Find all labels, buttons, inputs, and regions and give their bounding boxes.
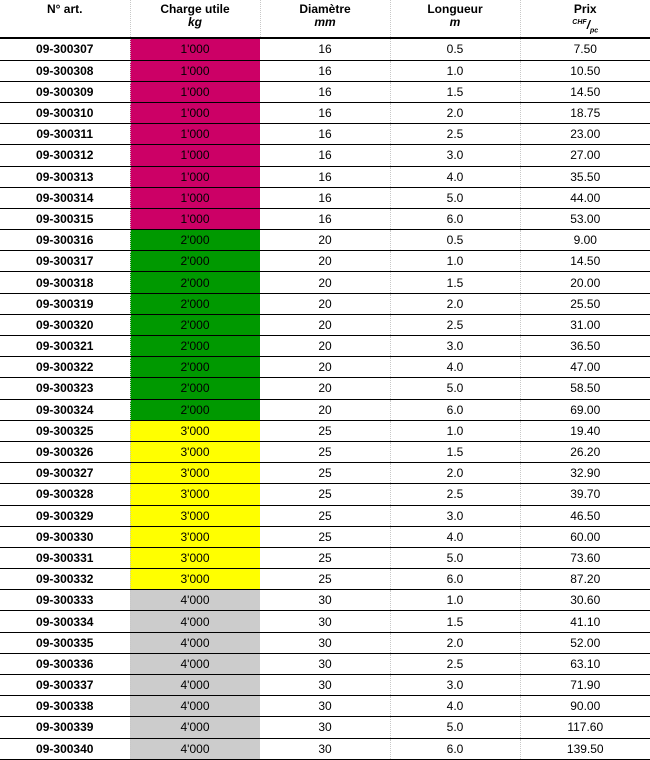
diametre-cell: 30 bbox=[260, 590, 390, 611]
diametre-cell: 25 bbox=[260, 547, 390, 568]
prix-cell: 117.60 bbox=[520, 717, 650, 738]
prix-cell: 14.50 bbox=[520, 81, 650, 102]
longueur-cell: 2.5 bbox=[390, 314, 520, 335]
diametre-cell: 16 bbox=[260, 38, 390, 60]
prix-cell: 26.20 bbox=[520, 441, 650, 462]
art-cell: 09-300316 bbox=[0, 230, 130, 251]
charge-cell: 2'000 bbox=[130, 272, 260, 293]
charge-cell: 1'000 bbox=[130, 187, 260, 208]
longueur-cell: 2.5 bbox=[390, 484, 520, 505]
table-row bbox=[0, 357, 650, 378]
charge-cell: 4'000 bbox=[130, 611, 260, 632]
longueur-cell: 2.0 bbox=[390, 293, 520, 314]
diametre-cell: 25 bbox=[260, 463, 390, 484]
prix-cell: 31.00 bbox=[520, 314, 650, 335]
header-prix-unit-sep: / bbox=[586, 18, 591, 32]
diametre-cell: 16 bbox=[260, 145, 390, 166]
charge-cell: 2'000 bbox=[130, 357, 260, 378]
longueur-cell: 5.0 bbox=[390, 378, 520, 399]
table-row bbox=[0, 378, 650, 399]
art-cell: 09-300335 bbox=[0, 632, 130, 653]
longueur-cell: 3.0 bbox=[390, 505, 520, 526]
prix-cell: 20.00 bbox=[520, 272, 650, 293]
prix-cell: 10.50 bbox=[520, 60, 650, 81]
table-row bbox=[0, 230, 650, 251]
table-body bbox=[0, 38, 650, 759]
diametre-cell: 20 bbox=[260, 357, 390, 378]
diametre-cell: 30 bbox=[260, 632, 390, 653]
art-cell: 09-300313 bbox=[0, 166, 130, 187]
prix-cell: 46.50 bbox=[520, 505, 650, 526]
diametre-cell: 30 bbox=[260, 675, 390, 696]
longueur-cell: 3.0 bbox=[390, 675, 520, 696]
charge-cell: 1'000 bbox=[130, 208, 260, 229]
table-row bbox=[0, 38, 650, 60]
charge-cell: 2'000 bbox=[130, 230, 260, 251]
longueur-cell: 5.0 bbox=[390, 547, 520, 568]
art-cell: 09-300308 bbox=[0, 60, 130, 81]
charge-cell: 3'000 bbox=[130, 547, 260, 568]
prix-cell: 32.90 bbox=[520, 463, 650, 484]
prix-cell: 53.00 bbox=[520, 208, 650, 229]
longueur-cell: 4.0 bbox=[390, 526, 520, 547]
charge-cell: 3'000 bbox=[130, 484, 260, 505]
charge-cell: 1'000 bbox=[130, 124, 260, 145]
table-row bbox=[0, 81, 650, 102]
table-row bbox=[0, 251, 650, 272]
header-row bbox=[0, 0, 650, 38]
table-row bbox=[0, 547, 650, 568]
charge-cell: 3'000 bbox=[130, 420, 260, 441]
charge-cell: 1'000 bbox=[130, 81, 260, 102]
longueur-cell: 4.0 bbox=[390, 696, 520, 717]
charge-cell: 2'000 bbox=[130, 293, 260, 314]
table-row bbox=[0, 675, 650, 696]
charge-cell: 4'000 bbox=[130, 717, 260, 738]
diametre-cell: 20 bbox=[260, 293, 390, 314]
diametre-cell: 20 bbox=[260, 336, 390, 357]
prix-cell: 25.50 bbox=[520, 293, 650, 314]
table-row bbox=[0, 590, 650, 611]
diametre-cell: 20 bbox=[260, 230, 390, 251]
diametre-cell: 16 bbox=[260, 60, 390, 81]
prix-cell: 35.50 bbox=[520, 166, 650, 187]
table-row bbox=[0, 484, 650, 505]
diametre-cell: 16 bbox=[260, 81, 390, 102]
diametre-cell: 16 bbox=[260, 187, 390, 208]
longueur-cell: 6.0 bbox=[390, 399, 520, 420]
table-row bbox=[0, 653, 650, 674]
table-row bbox=[0, 102, 650, 123]
table-row bbox=[0, 611, 650, 632]
art-cell: 09-300320 bbox=[0, 314, 130, 335]
table-row bbox=[0, 420, 650, 441]
header-prix-label: Prix bbox=[573, 2, 597, 16]
longueur-cell: 0.5 bbox=[390, 38, 520, 60]
longueur-cell: 6.0 bbox=[390, 738, 520, 759]
prix-cell: 9.00 bbox=[520, 230, 650, 251]
longueur-cell: 2.0 bbox=[390, 463, 520, 484]
prix-cell: 60.00 bbox=[520, 526, 650, 547]
table-row bbox=[0, 336, 650, 357]
art-cell: 09-300307 bbox=[0, 38, 130, 60]
diametre-cell: 25 bbox=[260, 505, 390, 526]
charge-cell: 1'000 bbox=[130, 60, 260, 81]
diametre-cell: 20 bbox=[260, 399, 390, 420]
art-cell: 09-300340 bbox=[0, 738, 130, 759]
table-row bbox=[0, 505, 650, 526]
longueur-cell: 1.0 bbox=[390, 590, 520, 611]
prix-cell: 7.50 bbox=[520, 38, 650, 60]
prix-cell: 58.50 bbox=[520, 378, 650, 399]
header-prix-unit-top: CHF bbox=[572, 19, 587, 26]
header-longueur-label: Longueur bbox=[427, 2, 483, 16]
prix-cell: 139.50 bbox=[520, 738, 650, 759]
prix-cell: 27.00 bbox=[520, 145, 650, 166]
diametre-cell: 30 bbox=[260, 717, 390, 738]
art-cell: 09-300331 bbox=[0, 547, 130, 568]
prix-cell: 14.50 bbox=[520, 251, 650, 272]
charge-cell: 1'000 bbox=[130, 102, 260, 123]
longueur-cell: 5.0 bbox=[390, 187, 520, 208]
prix-cell: 23.00 bbox=[520, 124, 650, 145]
longueur-cell: 1.5 bbox=[390, 81, 520, 102]
table-row bbox=[0, 526, 650, 547]
longueur-cell: 1.5 bbox=[390, 611, 520, 632]
header-longueur-unit: m bbox=[449, 15, 461, 29]
prix-cell: 41.10 bbox=[520, 611, 650, 632]
art-cell: 09-300318 bbox=[0, 272, 130, 293]
art-cell: 09-300329 bbox=[0, 505, 130, 526]
diametre-cell: 25 bbox=[260, 484, 390, 505]
prix-cell: 47.00 bbox=[520, 357, 650, 378]
table-row bbox=[0, 717, 650, 738]
charge-cell: 1'000 bbox=[130, 166, 260, 187]
charge-cell: 2'000 bbox=[130, 336, 260, 357]
art-cell: 09-300336 bbox=[0, 653, 130, 674]
table-row bbox=[0, 399, 650, 420]
prix-cell: 18.75 bbox=[520, 102, 650, 123]
header-diametre bbox=[260, 0, 390, 38]
diametre-cell: 20 bbox=[260, 314, 390, 335]
table-row bbox=[0, 208, 650, 229]
longueur-cell: 4.0 bbox=[390, 357, 520, 378]
header-prix-unit bbox=[523, 16, 649, 37]
charge-cell: 2'000 bbox=[130, 251, 260, 272]
charge-cell: 3'000 bbox=[130, 463, 260, 484]
charge-cell: 3'000 bbox=[130, 526, 260, 547]
art-cell: 09-300332 bbox=[0, 569, 130, 590]
art-cell: 09-300337 bbox=[0, 675, 130, 696]
header-art bbox=[0, 0, 130, 38]
table-row bbox=[0, 632, 650, 653]
diametre-cell: 20 bbox=[260, 251, 390, 272]
charge-cell: 1'000 bbox=[130, 38, 260, 60]
diametre-cell: 20 bbox=[260, 378, 390, 399]
art-cell: 09-300325 bbox=[0, 420, 130, 441]
diametre-cell: 16 bbox=[260, 124, 390, 145]
art-cell: 09-300323 bbox=[0, 378, 130, 399]
diametre-cell: 30 bbox=[260, 738, 390, 759]
prix-cell: 73.60 bbox=[520, 547, 650, 568]
prix-cell: 44.00 bbox=[520, 187, 650, 208]
prix-cell: 69.00 bbox=[520, 399, 650, 420]
header-diametre-label: Diamètre bbox=[299, 2, 351, 16]
diametre-cell: 20 bbox=[260, 272, 390, 293]
charge-cell: 3'000 bbox=[130, 505, 260, 526]
prix-cell: 39.70 bbox=[520, 484, 650, 505]
art-cell: 09-300330 bbox=[0, 526, 130, 547]
art-cell: 09-300310 bbox=[0, 102, 130, 123]
table-row bbox=[0, 738, 650, 759]
table-row bbox=[0, 569, 650, 590]
art-cell: 09-300328 bbox=[0, 484, 130, 505]
longueur-cell: 0.5 bbox=[390, 230, 520, 251]
table-row bbox=[0, 463, 650, 484]
header-prix-unit-bottom: pc bbox=[590, 27, 599, 35]
longueur-cell: 6.0 bbox=[390, 208, 520, 229]
table-header bbox=[0, 0, 650, 38]
art-cell: 09-300309 bbox=[0, 81, 130, 102]
diametre-cell: 25 bbox=[260, 420, 390, 441]
longueur-cell: 3.0 bbox=[390, 336, 520, 357]
header-charge-unit: kg bbox=[187, 15, 202, 29]
diametre-cell: 16 bbox=[260, 166, 390, 187]
diametre-cell: 25 bbox=[260, 441, 390, 462]
longueur-cell: 2.0 bbox=[390, 102, 520, 123]
diametre-cell: 25 bbox=[260, 569, 390, 590]
art-cell: 09-300312 bbox=[0, 145, 130, 166]
diametre-cell: 30 bbox=[260, 696, 390, 717]
art-cell: 09-300322 bbox=[0, 357, 130, 378]
header-longueur bbox=[390, 0, 520, 38]
longueur-cell: 6.0 bbox=[390, 569, 520, 590]
header-prix bbox=[520, 0, 650, 38]
charge-cell: 4'000 bbox=[130, 632, 260, 653]
charge-cell: 4'000 bbox=[130, 696, 260, 717]
table-row bbox=[0, 124, 650, 145]
longueur-cell: 4.0 bbox=[390, 166, 520, 187]
diametre-cell: 16 bbox=[260, 102, 390, 123]
header-charge bbox=[130, 0, 260, 38]
charge-cell: 4'000 bbox=[130, 653, 260, 674]
table-row bbox=[0, 272, 650, 293]
longueur-cell: 3.0 bbox=[390, 145, 520, 166]
longueur-cell: 5.0 bbox=[390, 717, 520, 738]
longueur-cell: 2.0 bbox=[390, 632, 520, 653]
art-cell: 09-300334 bbox=[0, 611, 130, 632]
longueur-cell: 1.0 bbox=[390, 60, 520, 81]
art-cell: 09-300324 bbox=[0, 399, 130, 420]
charge-cell: 4'000 bbox=[130, 590, 260, 611]
prix-cell: 30.60 bbox=[520, 590, 650, 611]
charge-cell: 2'000 bbox=[130, 378, 260, 399]
table-row bbox=[0, 166, 650, 187]
table-row bbox=[0, 60, 650, 81]
table-row bbox=[0, 696, 650, 717]
table-row bbox=[0, 314, 650, 335]
art-cell: 09-300319 bbox=[0, 293, 130, 314]
header-art-label: N° art. bbox=[47, 2, 83, 16]
charge-cell: 2'000 bbox=[130, 314, 260, 335]
art-cell: 09-300327 bbox=[0, 463, 130, 484]
art-cell: 09-300311 bbox=[0, 124, 130, 145]
table-row bbox=[0, 187, 650, 208]
charge-cell: 4'000 bbox=[130, 738, 260, 759]
prix-cell: 19.40 bbox=[520, 420, 650, 441]
art-cell: 09-300338 bbox=[0, 696, 130, 717]
prix-cell: 52.00 bbox=[520, 632, 650, 653]
charge-cell: 4'000 bbox=[130, 675, 260, 696]
art-cell: 09-300333 bbox=[0, 590, 130, 611]
table-row bbox=[0, 145, 650, 166]
longueur-cell: 1.0 bbox=[390, 420, 520, 441]
prix-cell: 36.50 bbox=[520, 336, 650, 357]
prix-cell: 71.90 bbox=[520, 675, 650, 696]
art-cell: 09-300317 bbox=[0, 251, 130, 272]
header-diametre-unit: mm bbox=[314, 15, 336, 29]
art-cell: 09-300339 bbox=[0, 717, 130, 738]
diametre-cell: 25 bbox=[260, 526, 390, 547]
prix-cell: 87.20 bbox=[520, 569, 650, 590]
prix-cell: 90.00 bbox=[520, 696, 650, 717]
charge-cell: 3'000 bbox=[130, 569, 260, 590]
charge-cell: 3'000 bbox=[130, 441, 260, 462]
charge-cell: 2'000 bbox=[130, 399, 260, 420]
table-row bbox=[0, 441, 650, 462]
longueur-cell: 1.5 bbox=[390, 272, 520, 293]
art-cell: 09-300315 bbox=[0, 208, 130, 229]
header-charge-label: Charge utile bbox=[160, 2, 230, 16]
longueur-cell: 1.0 bbox=[390, 251, 520, 272]
art-cell: 09-300314 bbox=[0, 187, 130, 208]
diametre-cell: 30 bbox=[260, 653, 390, 674]
prix-cell: 63.10 bbox=[520, 653, 650, 674]
art-cell: 09-300321 bbox=[0, 336, 130, 357]
diametre-cell: 16 bbox=[260, 208, 390, 229]
longueur-cell: 1.5 bbox=[390, 441, 520, 462]
diametre-cell: 30 bbox=[260, 611, 390, 632]
longueur-cell: 2.5 bbox=[390, 653, 520, 674]
table-row bbox=[0, 293, 650, 314]
charge-cell: 1'000 bbox=[130, 145, 260, 166]
art-cell: 09-300326 bbox=[0, 441, 130, 462]
longueur-cell: 2.5 bbox=[390, 124, 520, 145]
